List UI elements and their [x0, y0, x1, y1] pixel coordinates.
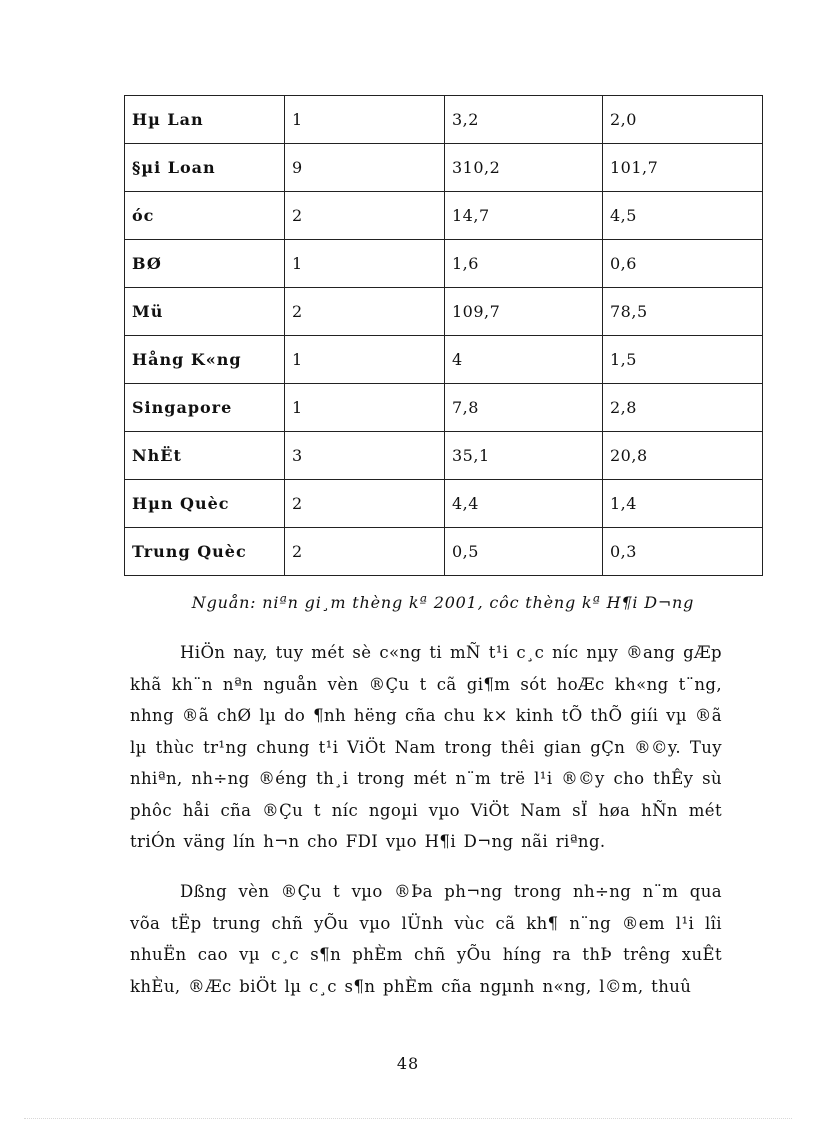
body-paragraph: HiÖn nay, tuy mét sè c«ng ti mÑ t¹i c¸c níc nµy ®ang gÆp khã kh¨n nªn nguån vèn ®Çu t cã gi¶m sót hoÆc kh«ng t¨ng, nhng ®ã chØ lµ do ¶nh hëng cña chu k× kinh tÕ thÕ giíi vµ ®ã lµ thùc tr¹ng chung t¹i ViÖt Nam trong thêi gian gÇn ®©y. Tuy nhiªn, nh÷ng ®éng th¸i trong mét n¨m trë l¹i ®©y cho thÊy sù phôc håi cña ®Çu t níc ngoµi vµo ViÖt Nam sÏ høa hÑn mét triÓn väng lín h¬n cho FDI vµo H¶i D¬ng nãi riªng.: [130, 643, 722, 851]
table-row: [125, 192, 763, 240]
country-cell: óc: [125, 192, 285, 240]
capital-cell: 35,1: [445, 432, 603, 480]
implemented-cell: 1,4: [603, 480, 763, 528]
projects-cell: 1: [285, 240, 445, 288]
implemented-cell: 20,8: [603, 432, 763, 480]
country-cell: BØ: [125, 240, 285, 288]
country-cell: Singapore: [125, 384, 285, 432]
projects-cell: 9: [285, 144, 445, 192]
country-cell: Hµ Lan: [125, 96, 285, 144]
capital-cell: 1,6: [445, 240, 603, 288]
fdi-by-country-table: [124, 95, 763, 576]
projects-cell: 2: [285, 192, 445, 240]
implemented-cell: 4,5: [603, 192, 763, 240]
implemented-cell: 101,7: [603, 144, 763, 192]
implemented-cell: 2,8: [603, 384, 763, 432]
table-source-note: Nguån: niªn gi¸m thèng kª 2001, côc thèng kª H¶i D¬ng: [191, 593, 695, 612]
projects-cell: 1: [285, 384, 445, 432]
table-row: [125, 384, 763, 432]
page-number: 48: [396, 1054, 420, 1073]
body-paragraph: Dßng vèn ®Çu t vµo ®Þa ph¬ng trong nh÷ng n¨m qua võa tËp trung chñ yÕu vµo lÜnh vùc cã kh¶ n¨ng ®em l¹i lîi nhuËn cao vµ c¸c s¶n phÈm chñ yÕu híng ra thÞ trêng xuÊt khÈu, ®Æc biÖt lµ c¸c s¶n phÈm cña ngµnh n«ng, l©m, thuû: [130, 882, 722, 996]
implemented-cell: 0,3: [603, 528, 763, 576]
table-row: [125, 288, 763, 336]
capital-cell: 310,2: [445, 144, 603, 192]
capital-cell: 4,4: [445, 480, 603, 528]
country-cell: NhËt: [125, 432, 285, 480]
capital-cell: 14,7: [445, 192, 603, 240]
projects-cell: 2: [285, 528, 445, 576]
projects-cell: 2: [285, 288, 445, 336]
country-cell: Mü: [125, 288, 285, 336]
table-row: [125, 144, 763, 192]
country-cell: Trung Quèc: [125, 528, 285, 576]
capital-cell: 109,7: [445, 288, 603, 336]
capital-cell: 3,2: [445, 96, 603, 144]
capital-cell: 7,8: [445, 384, 603, 432]
country-cell: §µi Loan: [125, 144, 285, 192]
table-body: [125, 96, 763, 576]
projects-cell: 2: [285, 480, 445, 528]
table-row: [125, 432, 763, 480]
projects-cell: 1: [285, 336, 445, 384]
projects-cell: 3: [285, 432, 445, 480]
table-row: [125, 96, 763, 144]
table-row: [125, 240, 763, 288]
implemented-cell: 78,5: [603, 288, 763, 336]
country-cell: Hµn Quèc: [125, 480, 285, 528]
page-bottom-divider: [24, 1118, 792, 1119]
country-cell: Hång K«ng: [125, 336, 285, 384]
table-row: [125, 480, 763, 528]
implemented-cell: 2,0: [603, 96, 763, 144]
implemented-cell: 1,5: [603, 336, 763, 384]
table-row: [125, 336, 763, 384]
capital-cell: 4: [445, 336, 603, 384]
implemented-cell: 0,6: [603, 240, 763, 288]
capital-cell: 0,5: [445, 528, 603, 576]
projects-cell: 1: [285, 96, 445, 144]
table-row: [125, 528, 763, 576]
